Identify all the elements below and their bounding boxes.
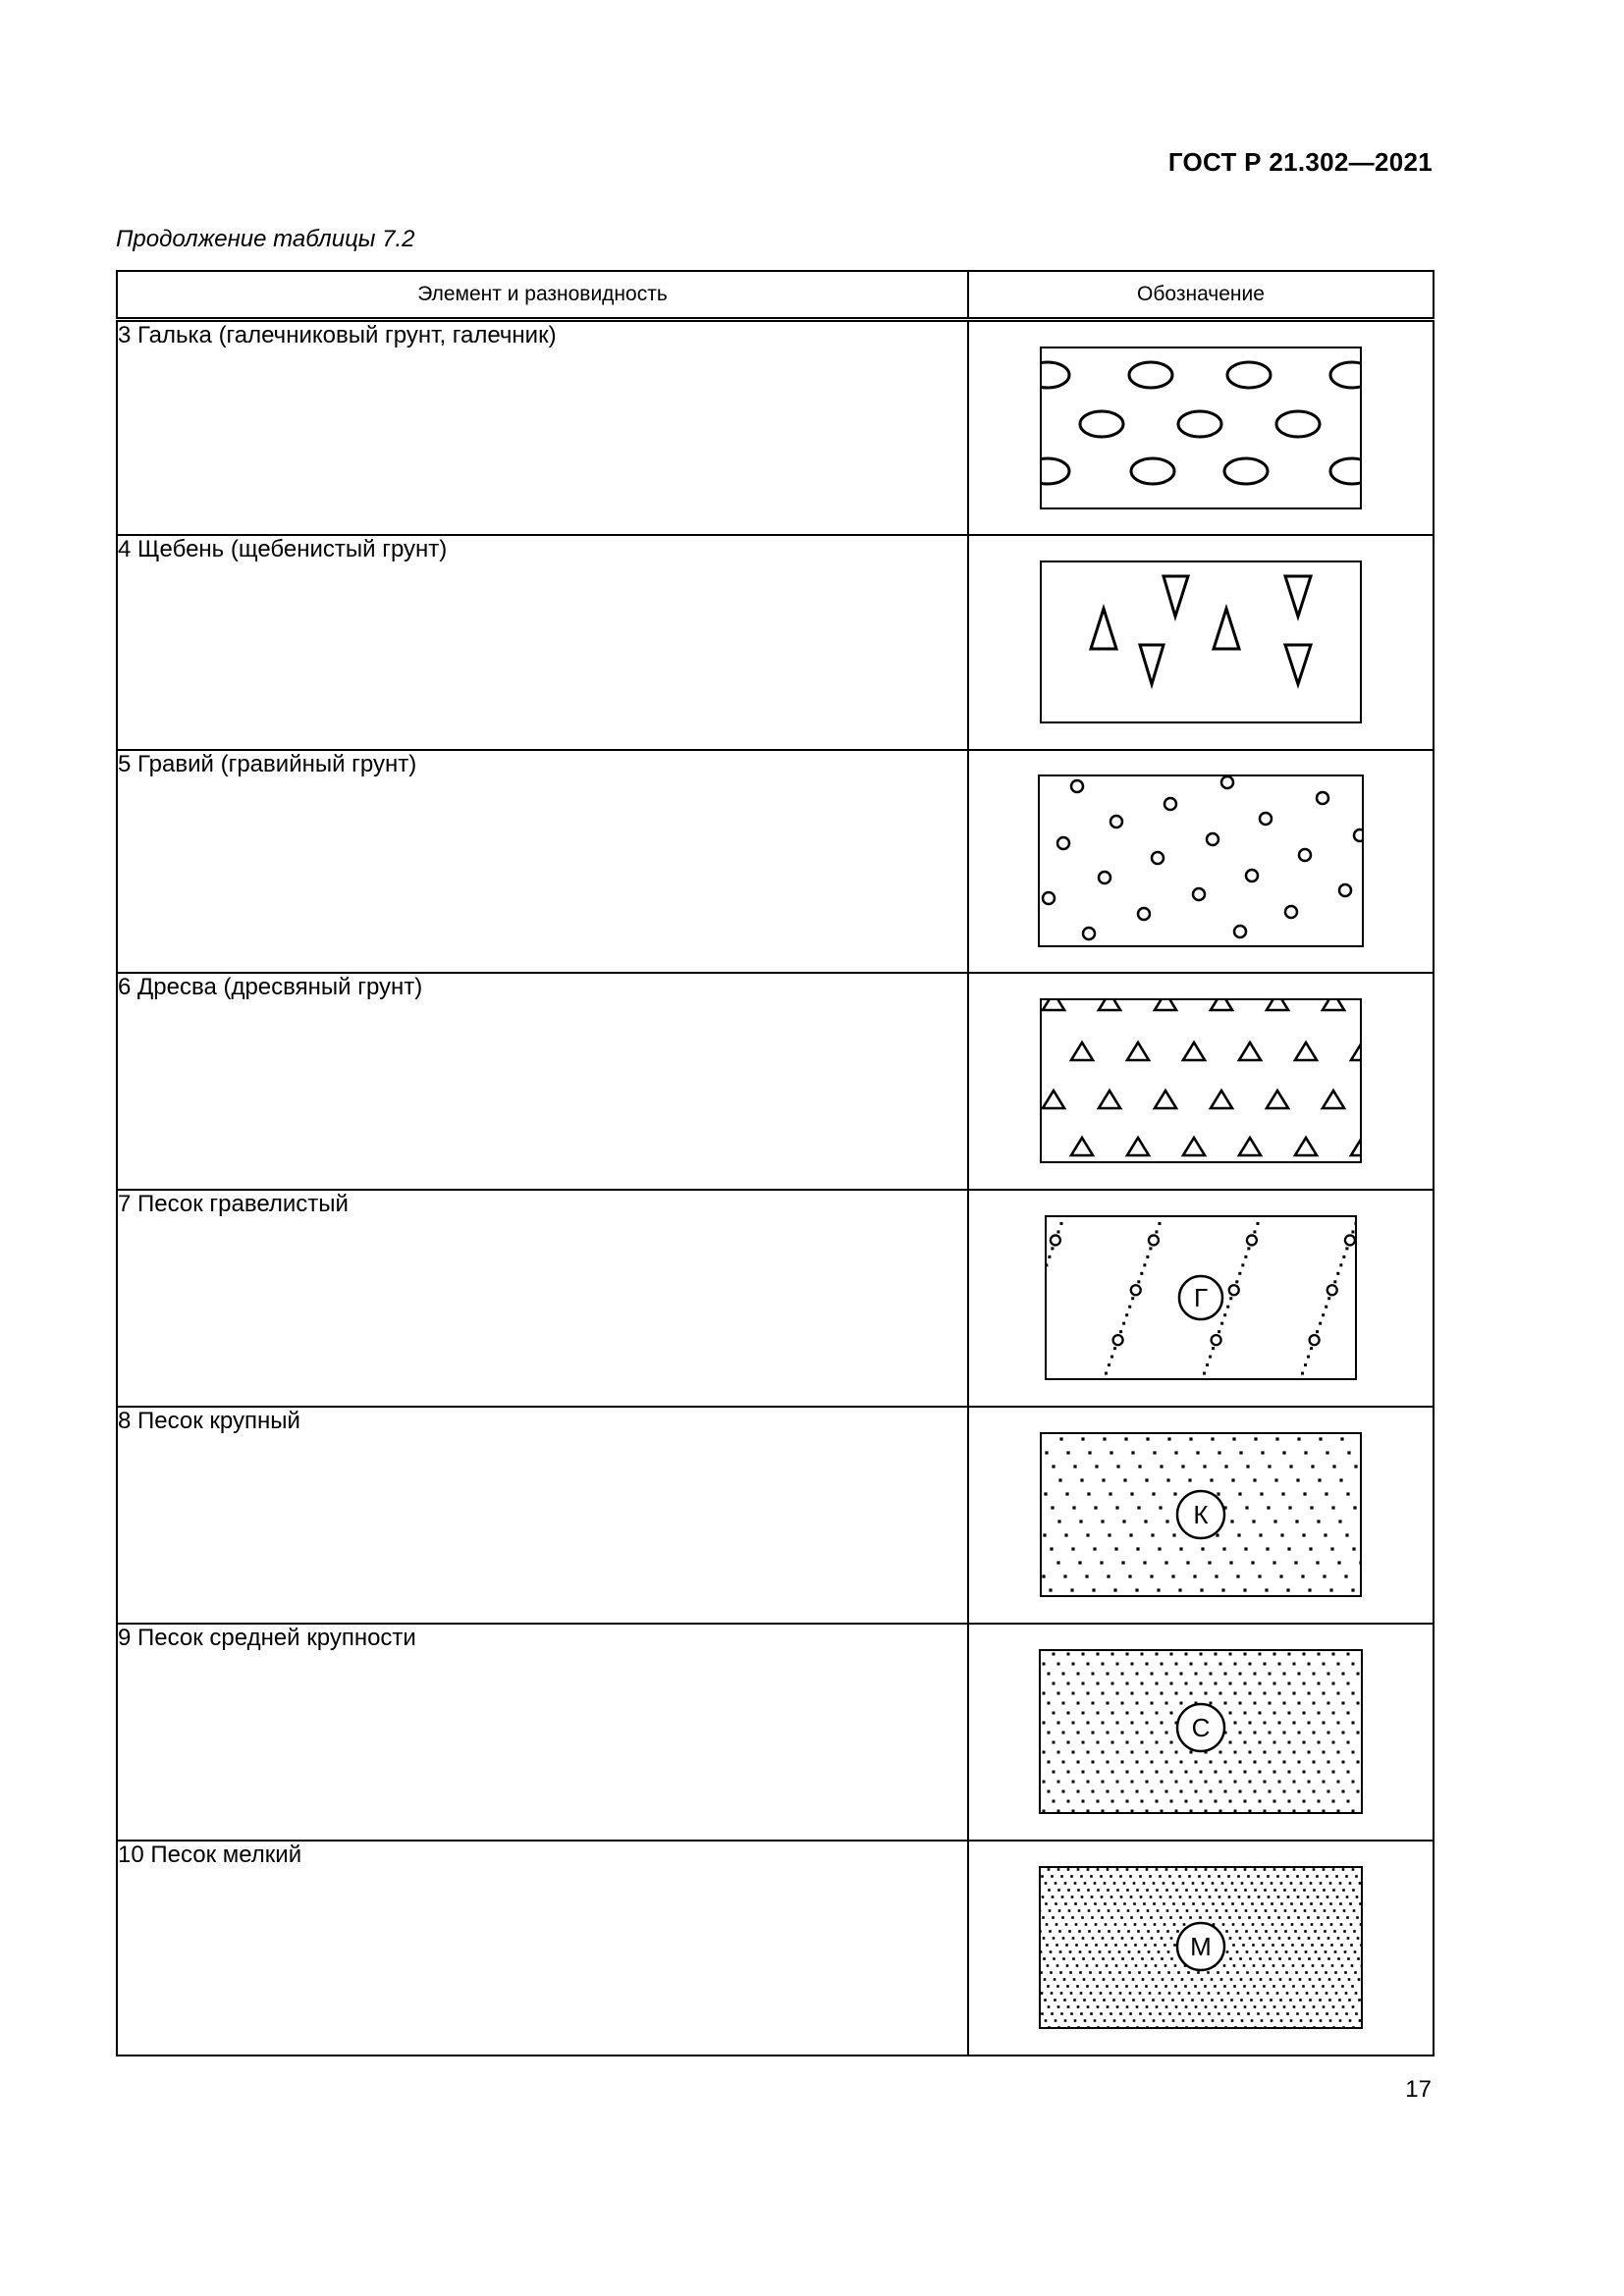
soil-name: 6 Дресва (дресвяный грунт) [117,973,968,1190]
table-row [117,1407,1434,1624]
gravelly-sand-pattern-symbol [1045,1215,1357,1380]
sand-fraction-letter: Г [1193,1283,1209,1312]
soil-name: 10 Песок мелкий [117,1841,968,2056]
fine-sand-pattern-symbol [1039,1866,1363,2029]
table-caption: Продолжение таблицы 7.2 [116,226,415,252]
column-header-element: Элемент и разновидность [117,271,968,320]
column-header-symbol: Обозначение [968,271,1434,320]
sand-fraction-letter: М [1190,1932,1212,1961]
soil-name: 5 Гравий (гравийный грунт) [117,750,968,973]
table-row [117,1841,1434,2056]
table-row [117,750,1434,973]
page-number: 17 [1405,2076,1432,2103]
coarse-sand-pattern-symbol [1040,1432,1362,1597]
pebble-pattern-symbol [1040,347,1362,509]
soil-name: 9 Песок средней крупности [117,1624,968,1841]
soil-name: 7 Песок гравелистый [117,1190,968,1407]
grus-pattern-symbol [1040,998,1362,1163]
soil-name: 4 Щебень (щебенистый грунт) [117,535,968,750]
sand-fraction-letter: С [1191,1713,1211,1742]
soil-symbol-cell [968,535,1434,750]
soil-symbols-table [116,270,1435,2056]
soil-name: 8 Песок крупный [117,1407,968,1624]
table-row [117,320,1434,535]
soil-symbol-cell [968,1190,1434,1407]
soil-symbol-cell [968,1407,1434,1624]
soil-symbol-cell [968,1624,1434,1841]
soil-symbol-cell [968,750,1434,973]
soil-symbol-cell [968,320,1434,535]
gravel-pattern-symbol [1038,774,1364,947]
standard-number: ГОСТ Р 21.302—2021 [1167,147,1433,177]
table-header-row [117,271,1434,320]
soil-symbol-cell [968,973,1434,1190]
table-row [117,1190,1434,1407]
soil-name: 3 Галька (галечниковый грунт, галечник) [117,320,968,535]
medium-sand-pattern-symbol [1039,1649,1363,1814]
table-row [117,535,1434,750]
crushed-stone-pattern-symbol [1040,561,1362,723]
soil-symbol-cell [968,1841,1434,2056]
table-row [117,1624,1434,1841]
table-row [117,973,1434,1190]
sand-fraction-letter: К [1193,1500,1209,1529]
